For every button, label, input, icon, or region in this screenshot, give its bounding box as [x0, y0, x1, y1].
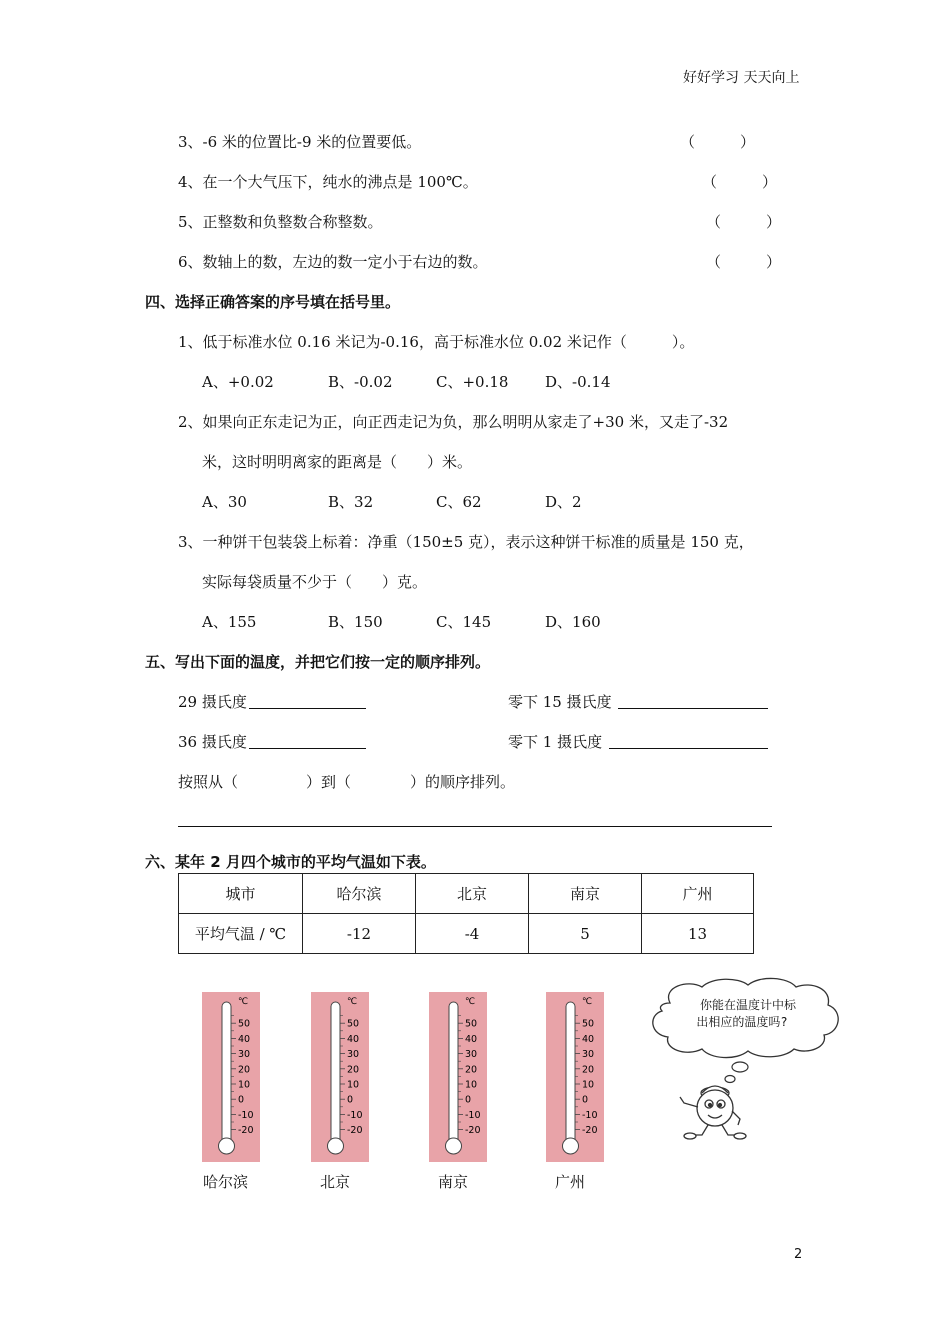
bubble-text-line2: 出相应的温度吗? [696, 1015, 788, 1029]
s4-q1-opt-b[interactable]: B、-0.02 [328, 373, 393, 391]
thermometer-tick-label: 10 [465, 1079, 478, 1091]
s5-blank-36[interactable] [249, 748, 366, 749]
thermometer-tick-label: -20 [238, 1125, 254, 1137]
s4-q1-opt-a[interactable]: A、+0.02 [202, 373, 274, 391]
thermometer-tick-label: -10 [582, 1109, 598, 1121]
table-cell: 13 [642, 914, 754, 954]
judge-paren-4[interactable]: （ ） [702, 173, 778, 191]
thermometer-svg [546, 992, 604, 1162]
s5-blank-neg15[interactable] [618, 708, 768, 709]
table-header-cell: 城市 [179, 874, 303, 914]
thermometer-svg [311, 992, 369, 1162]
s4-q1-opt-c[interactable]: C、+0.18 [436, 373, 509, 391]
thermometer-tick-label: 30 [238, 1049, 251, 1061]
s5-item-36: 36 摄氏度 [178, 733, 247, 751]
thermometer-tick-label: 50 [238, 1018, 251, 1030]
table-cell: 平均气温 / ℃ [179, 914, 303, 954]
thermometer-tick-label: 20 [582, 1064, 595, 1076]
s4-q3-line2: 实际每袋质量不少于（ ）克。 [202, 573, 428, 591]
thermometer-guangzhou[interactable] [546, 992, 604, 1162]
bubble-text-line1: 你能在温度计中标 [699, 998, 797, 1012]
table-header-cell: 广州 [642, 874, 754, 914]
judge-item-3: 3、-6 米的位置比-9 米的位置要低。 [178, 133, 422, 151]
thought-bubble-illustration [640, 975, 855, 1150]
s4-q3-opt-a[interactable]: A、155 [202, 613, 257, 631]
thermometer-bulb [563, 1138, 579, 1154]
s4-q2-opt-b[interactable]: B、32 [328, 493, 374, 511]
table-header-cell: 南京 [529, 874, 642, 914]
thermometer-tick-label: 40 [582, 1033, 595, 1045]
table-cell: 5 [529, 914, 642, 954]
thermometer-tick-label: 0 [347, 1094, 354, 1106]
table-header-cell: 哈尔滨 [303, 874, 416, 914]
thermometer-harbin[interactable] [202, 992, 260, 1162]
thermo-label-guangzhou: 广州 [555, 1173, 586, 1191]
s4-q2-opt-a[interactable]: A、30 [202, 493, 247, 511]
thermometer-tick-label: 40 [238, 1033, 251, 1045]
s4-q2-opt-d[interactable]: D、2 [545, 493, 582, 511]
thermometer-tube [449, 1002, 458, 1144]
table-cell: -12 [303, 914, 416, 954]
thermometer-tick-label: -20 [465, 1125, 481, 1137]
page-number: 2 [794, 1247, 803, 1262]
thermometer-tick-label: 10 [347, 1079, 360, 1091]
thermometer-nanjing[interactable] [429, 992, 487, 1162]
thermometer-tick-label: 0 [582, 1094, 589, 1106]
table-row [179, 914, 754, 954]
thermometer-tick-label: 50 [347, 1018, 360, 1030]
thermometer-svg [429, 992, 487, 1162]
thermometer-tick-label: -20 [347, 1125, 363, 1137]
thermometer-tick-label: 30 [582, 1049, 595, 1061]
thermometer-tick-label: -20 [582, 1125, 598, 1137]
thermometer-tick-label: 0 [465, 1094, 472, 1106]
s5-item-29: 29 摄氏度 [178, 693, 247, 711]
thermometer-tube [566, 1002, 575, 1144]
thermometer-tick-label: 30 [347, 1049, 360, 1061]
thermometer-tick-label: 50 [465, 1018, 478, 1030]
thermometer-unit: ℃ [347, 997, 358, 1007]
cartoon-character [680, 1086, 746, 1139]
judge-paren-3[interactable]: （ ） [680, 133, 756, 151]
table-header-cell: 北京 [416, 874, 529, 914]
s5-item-neg15: 零下 15 摄氏度 [508, 693, 612, 711]
thermometer-tick-label: 40 [347, 1033, 360, 1045]
section4-heading: 四、选择正确答案的序号填在括号里。 [145, 293, 401, 311]
s4-q3-opt-c[interactable]: C、145 [436, 613, 492, 631]
thermometer-tick-label: -10 [347, 1109, 363, 1121]
thermometer-tube [222, 1002, 231, 1144]
s5-item-neg1: 零下 1 摄氏度 [508, 733, 603, 751]
thermometer-tick-label: -10 [465, 1109, 481, 1121]
s4-q2-line1: 2、如果向正东走记为正，向正西走记为负，那么明明从家走了+30 米，又走了-32 [178, 413, 729, 431]
thermometer-tick-label: 30 [465, 1049, 478, 1061]
thermometer-tick-label: 50 [582, 1018, 595, 1030]
s4-q3-opt-b[interactable]: B、150 [328, 613, 383, 631]
s5-order-a: 按照从（ [178, 773, 239, 791]
thermometer-bulb [328, 1138, 344, 1154]
s4-q1-opt-d[interactable]: D、-0.14 [545, 373, 611, 391]
s4-q3-opt-d[interactable]: D、160 [545, 613, 601, 631]
s5-blank-neg1[interactable] [609, 748, 768, 749]
s5-order-c: ）的顺序排列。 [410, 773, 516, 791]
thermo-label-nanjing: 南京 [438, 1173, 469, 1191]
section6-heading: 六、某年 2 月四个城市的平均气温如下表。 [145, 853, 436, 871]
thermometer-bulb [219, 1138, 235, 1154]
thermometer-unit: ℃ [465, 997, 476, 1007]
thermometer-tick-label: 40 [465, 1033, 478, 1045]
thermometer-bulb [446, 1138, 462, 1154]
thermo-label-harbin: 哈尔滨 [203, 1173, 249, 1191]
judge-paren-6[interactable]: （ ） [706, 253, 782, 271]
thermometer-tick-label: 0 [238, 1094, 245, 1106]
thermo-label-beijing: 北京 [320, 1173, 351, 1191]
thermometer-beijing[interactable] [311, 992, 369, 1162]
thermometer-tick-label: -10 [238, 1109, 254, 1121]
thermometer-tick-label: 20 [238, 1064, 251, 1076]
s5-order-answer-line[interactable] [178, 826, 772, 827]
s5-blank-29[interactable] [249, 708, 366, 709]
thermometer-unit: ℃ [582, 997, 593, 1007]
thermometer-unit: ℃ [238, 997, 249, 1007]
header-motto: 好好学习 天天向上 [683, 70, 800, 86]
table-row [179, 874, 754, 914]
thermometer-tick-label: 20 [465, 1064, 478, 1076]
s4-q1-text: 1、低于标准水位 0.16 米记为-0.16，高于标准水位 0.02 米记作（ ）。 [178, 333, 695, 351]
judge-item-5: 5、正整数和负整数合称整数。 [178, 213, 383, 231]
thermometer-svg [202, 992, 260, 1162]
s4-q3-line1: 3、一种饼干包装袋上标着：净重（150±5 克），表示这种饼干标准的质量是 150 克， [178, 533, 754, 551]
table-cell: -4 [416, 914, 529, 954]
s4-q2-line2: 米，这时明明离家的距离是（ ）米。 [202, 453, 473, 471]
thermometer-tick-label: 20 [347, 1064, 360, 1076]
thermometer-tick-label: 10 [582, 1079, 595, 1091]
judge-item-6: 6、数轴上的数，左边的数一定小于右边的数。 [178, 253, 488, 271]
thermometer-tick-label: 10 [238, 1079, 251, 1091]
section5-heading: 五、写出下面的温度，并把它们按一定的顺序排列。 [145, 653, 491, 671]
s5-order-b: ）到（ [306, 773, 352, 791]
s4-q2-opt-c[interactable]: C、62 [436, 493, 482, 511]
thermometer-tube [331, 1002, 340, 1144]
judge-item-4: 4、在一个大气压下，纯水的沸点是 100℃。 [178, 173, 478, 191]
judge-paren-5[interactable]: （ ） [706, 213, 782, 231]
temperature-table [178, 873, 754, 954]
